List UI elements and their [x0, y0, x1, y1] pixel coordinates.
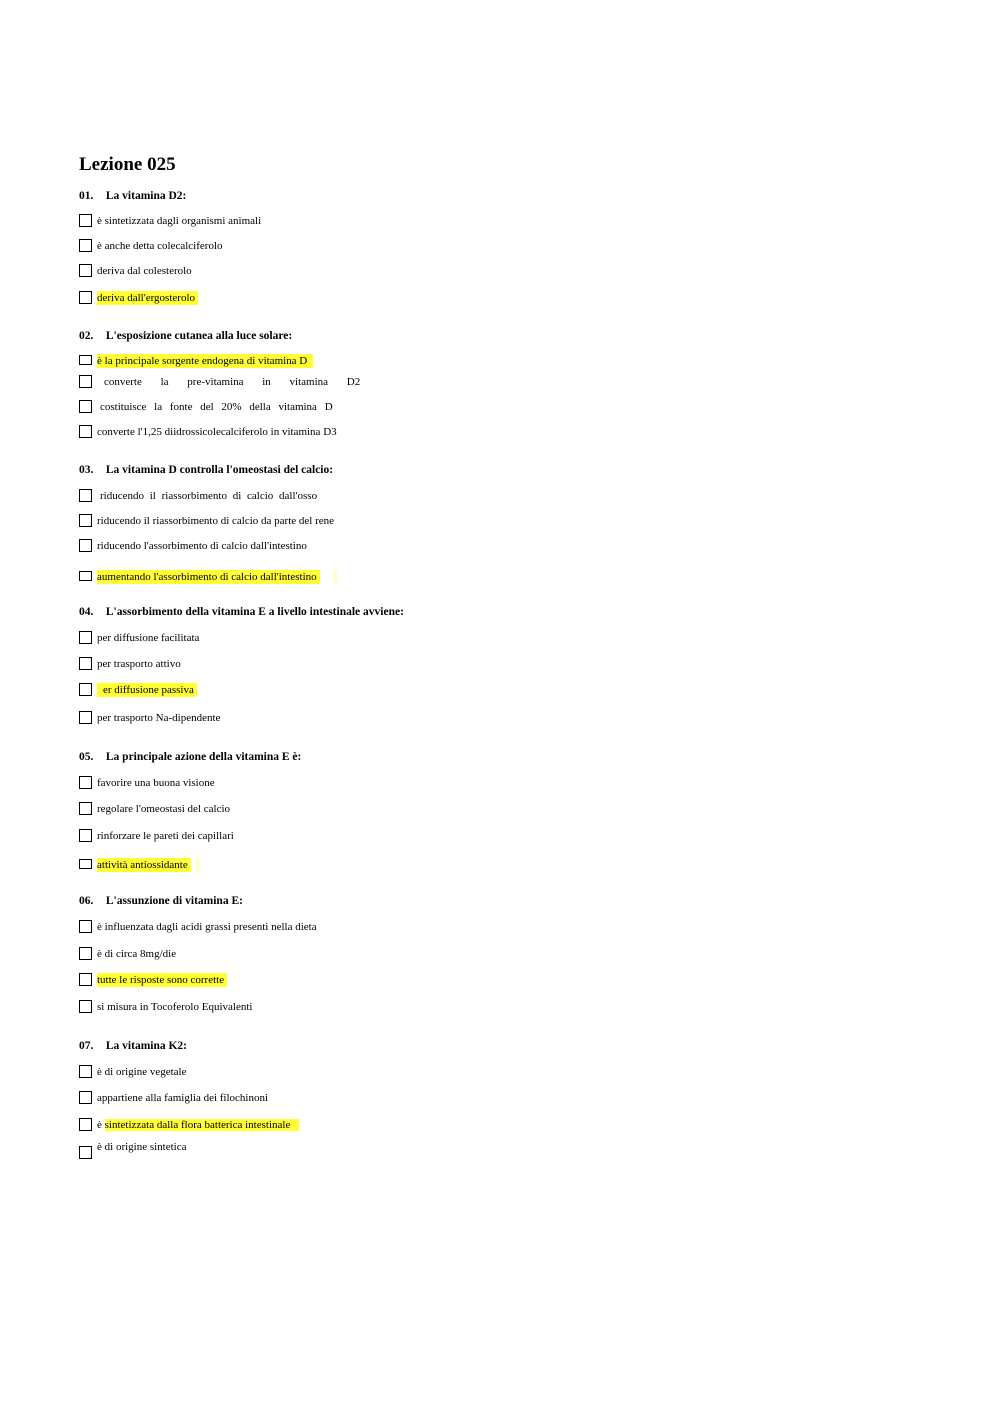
answer-text: per trasporto Na-dipendente: [97, 712, 221, 724]
question-number: 04.: [79, 606, 94, 618]
question-heading: [79, 330, 292, 342]
answer-checkbox[interactable]: [79, 1118, 92, 1131]
answer-checkbox[interactable]: [79, 514, 92, 527]
answer-checkbox[interactable]: [79, 859, 92, 869]
highlighted-answer-text: è la principale sorgente endogena di vitamina D: [97, 354, 313, 368]
answer-checkbox[interactable]: [79, 947, 92, 960]
answer-checkbox[interactable]: [79, 973, 92, 986]
question-text: L'assunzione di vitamina E:: [105, 895, 243, 907]
answer-text: riducendo il riassorbimento di calcio da parte del rene: [97, 515, 335, 527]
question-heading: [79, 464, 333, 476]
answer-prefix: è: [97, 1119, 102, 1131]
highlighted-answer-text: deriva dall'ergosterolo: [97, 291, 198, 305]
highlighted-answer-text: er diffusione passiva: [97, 683, 197, 697]
answer-text: si misura in Tocoferolo Equivalenti: [97, 1001, 253, 1013]
answer-checkbox[interactable]: [79, 425, 92, 438]
answer-checkbox[interactable]: [79, 375, 92, 388]
question-text: L'esposizione cutanea alla luce solare:: [105, 330, 293, 342]
question-heading: [79, 751, 301, 763]
answer-text: favorire una buona visione: [97, 777, 215, 789]
answer-checkbox[interactable]: [79, 539, 92, 552]
question-number: 03.: [79, 464, 94, 476]
question-heading: [79, 895, 243, 907]
answer-checkbox[interactable]: [79, 239, 92, 252]
question-number: 02.: [79, 330, 94, 342]
answer-checkbox[interactable]: [79, 571, 92, 581]
answer-checkbox[interactable]: [79, 657, 92, 670]
answer-checkbox[interactable]: [79, 829, 92, 842]
answer-text: rinforzare le pareti dei capillari: [97, 830, 234, 842]
answer-checkbox[interactable]: [79, 631, 92, 644]
answer-checkbox[interactable]: [79, 1065, 92, 1078]
answer-checkbox[interactable]: [79, 1146, 92, 1159]
highlight-fragment: [334, 570, 337, 584]
question-number: 07.: [79, 1040, 94, 1052]
answer-text: converte la pre-vitamina in vitamina D2: [104, 376, 361, 388]
highlighted-answer-text: sintetizzata dalla flora batterica intestinale: [105, 1119, 300, 1131]
answer-text: riducendo il riassorbimento di calcio dall'osso: [100, 490, 318, 502]
answer-checkbox[interactable]: [79, 802, 92, 815]
answer-text: deriva dal colesterolo: [97, 265, 192, 277]
answer-text: è sintetizzata dagli organismi animali: [97, 215, 262, 227]
question-text: La vitamina K2:: [105, 1040, 188, 1052]
question-heading: [79, 606, 404, 618]
highlight-fragment: [196, 858, 199, 872]
question-number: 06.: [79, 895, 94, 907]
answer-checkbox[interactable]: [79, 291, 92, 304]
answer-text: è di origine sintetica: [97, 1141, 187, 1153]
answer-text: è di origine vegetale: [97, 1066, 187, 1078]
answer-text: regolare l'omeostasi del calcio: [97, 803, 231, 815]
answer-checkbox[interactable]: [79, 355, 92, 365]
answer-text: è anche detta colecalciferolo: [97, 240, 223, 252]
answer-text: converte l'1,25 diidrossicolecalciferolo in vitamina D3: [97, 426, 337, 438]
question-heading: [79, 190, 186, 202]
highlighted-answer-text: tutte le risposte sono corrette: [97, 973, 227, 987]
answer-checkbox[interactable]: [79, 683, 92, 696]
answer-text: è di circa 8mg/die: [97, 948, 177, 960]
answer-text: è influenzata dagli acidi grassi presenti nella dieta: [97, 921, 317, 933]
answer-text: [97, 1118, 299, 1132]
question-number: 05.: [79, 751, 94, 763]
answer-text: per trasporto attivo: [97, 658, 181, 670]
page-title: Lezione 025: [79, 154, 176, 175]
answer-text: appartiene alla famiglia dei filochinoni: [97, 1092, 269, 1104]
answer-text: per diffusione facilitata: [97, 632, 200, 644]
answer-checkbox[interactable]: [79, 400, 92, 413]
answer-checkbox[interactable]: [79, 214, 92, 227]
question-text: La principale azione della vitamina E è:: [105, 751, 302, 763]
question-text: La vitamina D2:: [105, 190, 187, 202]
answer-text: riducendo l'assorbimento di calcio dall'intestino: [97, 540, 307, 552]
question-text: L'assorbimento della vitamina E a livello intestinale avviene:: [105, 606, 404, 618]
answer-checkbox[interactable]: [79, 920, 92, 933]
answer-checkbox[interactable]: [79, 489, 92, 502]
answer-checkbox[interactable]: [79, 776, 92, 789]
answer-checkbox[interactable]: [79, 711, 92, 724]
answer-checkbox[interactable]: [79, 264, 92, 277]
answer-text: costituisce la fonte del 20% della vitamina D: [100, 401, 333, 413]
highlighted-answer-text: attività antiossidante: [97, 858, 191, 872]
question-number: 01.: [79, 190, 94, 202]
question-text: La vitamina D controlla l'omeostasi del calcio:: [105, 464, 334, 476]
question-heading: [79, 1040, 187, 1052]
highlighted-answer-text: aumentando l'assorbimento di calcio dall'intestino: [97, 570, 320, 584]
answer-checkbox[interactable]: [79, 1000, 92, 1013]
answer-checkbox[interactable]: [79, 1091, 92, 1104]
